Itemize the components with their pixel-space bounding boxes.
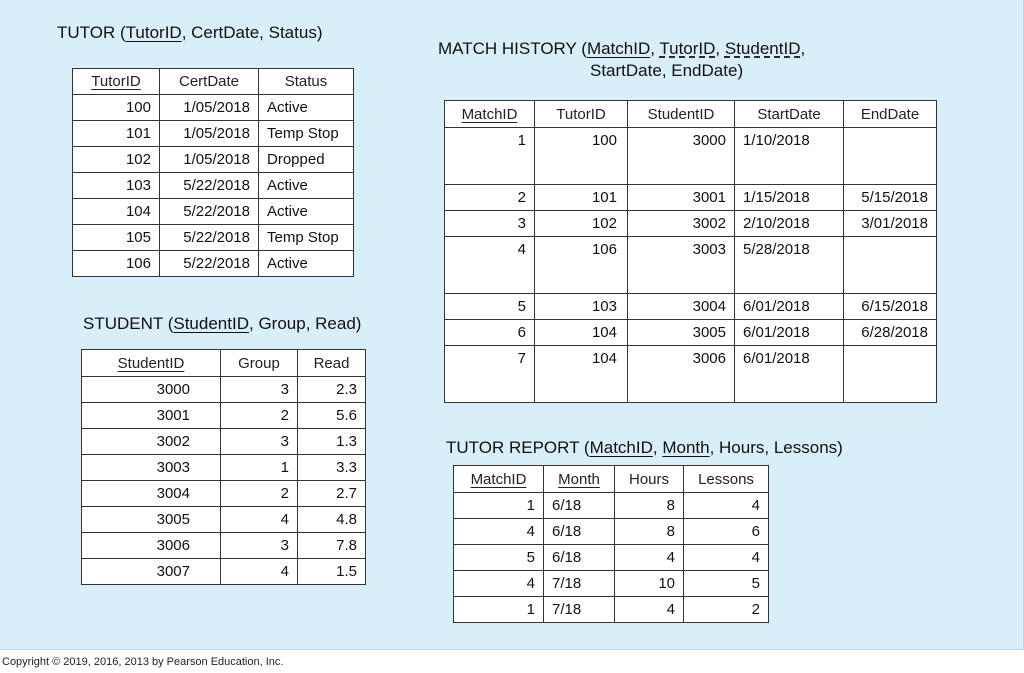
table-cell: 3002 [628, 211, 735, 237]
table-cell: 105 [73, 225, 160, 251]
match-attr-matchid: MatchID [586, 39, 651, 58]
sep: , [800, 39, 806, 58]
tutor-report-table [453, 465, 769, 623]
table-cell: 4 [454, 571, 544, 597]
table-cell: 7 [445, 346, 535, 403]
column-header: Status [259, 69, 354, 95]
table-cell: 3002 [82, 429, 221, 455]
table-cell: 104 [535, 320, 628, 346]
table-cell: 3000 [82, 377, 221, 403]
sep: , [650, 39, 660, 58]
column-header-label: StudentID [117, 354, 185, 372]
table-row [82, 507, 366, 533]
column-header: CertDate [160, 69, 259, 95]
table-header-row [82, 350, 366, 377]
table-row [73, 251, 354, 277]
table-cell: 2 [445, 185, 535, 211]
table-cell: 2 [684, 597, 769, 623]
student-attr-group: Group [258, 314, 306, 333]
table-cell: Dropped [259, 147, 354, 173]
table-cell: 100 [73, 95, 160, 121]
paren-open: ( [162, 314, 174, 333]
table-cell: 2.3 [298, 377, 366, 403]
table-row [73, 225, 354, 251]
table-cell: 3001 [628, 185, 735, 211]
table-cell: 3000 [628, 128, 735, 185]
copyright-notice: Copyright © 2019, 2016, 2013 by Pearson Education, Inc. [2, 656, 284, 668]
table-row [445, 294, 937, 320]
column-header-label: Month [558, 470, 600, 488]
sep: , [764, 438, 774, 457]
table-cell: 3.3 [298, 455, 366, 481]
table-cell: 8 [615, 493, 684, 519]
table-cell: 1/05/2018 [160, 95, 259, 121]
table-cell: Active [259, 251, 354, 277]
table-cell: 6/18 [544, 545, 615, 571]
match-attr-studentid: StudentID [724, 39, 801, 58]
tutor-table [72, 68, 354, 277]
tutor-attr-status: Status [268, 23, 317, 42]
table-cell: 2 [221, 403, 298, 429]
table-cell: 3005 [628, 320, 735, 346]
table-cell: 6/01/2018 [735, 346, 844, 403]
match-history-heading [438, 38, 805, 82]
tutor-attr-tutorid: TutorID [125, 23, 182, 42]
table-cell: 3007 [82, 559, 221, 585]
table-cell: 7/18 [544, 571, 615, 597]
match-history-table [444, 100, 937, 403]
column-header: StartDate [735, 101, 844, 128]
table-cell: 1/10/2018 [735, 128, 844, 185]
table-cell: 3003 [82, 455, 221, 481]
table-cell: 100 [535, 128, 628, 185]
student-attr-read: Read [315, 314, 356, 333]
table-cell: 4 [615, 597, 684, 623]
sep: , [661, 61, 672, 80]
table-cell: 1/05/2018 [160, 121, 259, 147]
table-cell: Active [259, 199, 354, 225]
table-cell: 4 [684, 493, 769, 519]
sep: , [715, 39, 725, 58]
column-header-label: MatchID [470, 470, 527, 488]
table-cell: 1 [221, 455, 298, 481]
column-header-label: TutorID [91, 73, 141, 90]
column-header: Group [221, 350, 298, 377]
paren-close: ) [316, 23, 323, 42]
table-row [454, 571, 769, 597]
table-cell: 1 [454, 597, 544, 623]
table-cell: 4 [615, 545, 684, 571]
table-row [73, 173, 354, 199]
sep: , [181, 23, 192, 42]
table-cell: 4.8 [298, 507, 366, 533]
column-header: EndDate [844, 101, 937, 128]
paren-close: ) [837, 438, 843, 457]
table-cell: 3004 [628, 294, 735, 320]
table-cell [844, 237, 937, 294]
student-attr-studentid: StudentID [173, 314, 249, 333]
table-cell: 4 [221, 559, 298, 585]
table-row [454, 597, 769, 623]
table-row [454, 545, 769, 571]
paren-open: ( [579, 438, 590, 457]
sep: , [709, 438, 720, 457]
table-cell: 7.8 [298, 533, 366, 559]
report-attr-lessons: Lessons [773, 438, 838, 457]
column-header [454, 466, 544, 493]
table-cell: 5/22/2018 [160, 173, 259, 199]
table-cell: 5 [445, 294, 535, 320]
table-header-row [73, 69, 354, 95]
heading-line-2 [438, 60, 805, 82]
table-row [82, 481, 366, 507]
table-cell: 4 [684, 545, 769, 571]
table-cell: 5 [684, 571, 769, 597]
report-attr-hours: Hours [719, 438, 765, 457]
tutor-name: TUTOR [57, 23, 116, 42]
match-attr-enddate: EndDate [671, 61, 738, 80]
table-cell: 2 [221, 481, 298, 507]
table-row [445, 128, 937, 185]
column-header: Hours [615, 466, 684, 493]
tutor-heading [57, 22, 323, 44]
table-row [73, 199, 354, 225]
table-row [82, 559, 366, 585]
column-header [544, 466, 615, 493]
table-cell: 2/10/2018 [735, 211, 844, 237]
table-cell: 5/28/2018 [735, 237, 844, 294]
table-cell: 3005 [82, 507, 221, 533]
sep: , [652, 438, 663, 457]
table-cell: 104 [535, 346, 628, 403]
table-cell: Temp Stop [259, 121, 354, 147]
sep: , [259, 23, 269, 42]
table-header-row [445, 101, 937, 128]
table-cell: 6/18 [544, 493, 615, 519]
table-cell: 101 [535, 185, 628, 211]
sep: , [248, 314, 259, 333]
table-cell: 6 [684, 519, 769, 545]
table-row [445, 211, 937, 237]
column-header [445, 101, 535, 128]
table-cell: 106 [73, 251, 160, 277]
table-cell: 3004 [82, 481, 221, 507]
column-header [82, 350, 221, 377]
table-cell: 6/18 [544, 519, 615, 545]
table-cell: 1/05/2018 [160, 147, 259, 173]
column-header: Lessons [684, 466, 769, 493]
match-attr-tutorid: TutorID [659, 39, 716, 58]
table-cell: 5/22/2018 [160, 225, 259, 251]
table-cell: Active [259, 173, 354, 199]
column-header: TutorID [535, 101, 628, 128]
table-cell: 3001 [82, 403, 221, 429]
column-header-label: MatchID [461, 105, 518, 123]
report-attr-month: Month [662, 438, 710, 457]
table-cell: 5/22/2018 [160, 199, 259, 225]
table-row [82, 533, 366, 559]
table-cell: 3003 [628, 237, 735, 294]
table-cell: 106 [535, 237, 628, 294]
table-cell: 8 [615, 519, 684, 545]
table-cell: 6/01/2018 [735, 294, 844, 320]
table-cell: 3006 [82, 533, 221, 559]
table-header-row [454, 466, 769, 493]
column-header: Read [298, 350, 366, 377]
table-cell: 3 [221, 533, 298, 559]
match-attr-startdate: StartDate [590, 61, 662, 80]
tutor-attr-certdate: CertDate [191, 23, 260, 42]
table-cell: 1/15/2018 [735, 185, 844, 211]
table-row [454, 519, 769, 545]
student-table [81, 349, 366, 585]
table-cell: 3 [221, 377, 298, 403]
table-cell: Active [259, 95, 354, 121]
table-cell: 6/28/2018 [844, 320, 937, 346]
table-cell: Temp Stop [259, 225, 354, 251]
student-name: STUDENT [83, 314, 163, 333]
tutor-report-name: TUTOR REPORT [446, 438, 580, 457]
paren-open: ( [115, 23, 126, 42]
student-heading [83, 313, 361, 335]
table-cell: 5 [454, 545, 544, 571]
table-cell: 6/01/2018 [735, 320, 844, 346]
table-cell: 3 [445, 211, 535, 237]
table-row [82, 455, 366, 481]
table-row [73, 147, 354, 173]
table-cell: 1.3 [298, 429, 366, 455]
paren-open: ( [576, 39, 587, 58]
table-cell: 1.5 [298, 559, 366, 585]
column-header: StudentID [628, 101, 735, 128]
table-cell: 102 [535, 211, 628, 237]
table-cell: 3006 [628, 346, 735, 403]
table-cell: 102 [73, 147, 160, 173]
sep: , [305, 314, 316, 333]
table-cell: 3/01/2018 [844, 211, 937, 237]
match-history-name: MATCH HISTORY [438, 39, 577, 58]
table-cell: 7/18 [544, 597, 615, 623]
table-cell: 2.7 [298, 481, 366, 507]
table-cell [844, 346, 937, 403]
table-cell: 1 [445, 128, 535, 185]
report-attr-matchid: MatchID [589, 438, 653, 457]
column-header [73, 69, 160, 95]
table-cell: 1 [454, 493, 544, 519]
table-row [82, 377, 366, 403]
table-cell: 4 [221, 507, 298, 533]
table-cell: 5/22/2018 [160, 251, 259, 277]
tutor-report-heading [446, 437, 843, 459]
table-row [445, 320, 937, 346]
table-row [445, 346, 937, 403]
paren-close: ) [737, 61, 744, 80]
table-cell: 4 [445, 237, 535, 294]
table-row [73, 121, 354, 147]
table-cell: 5.6 [298, 403, 366, 429]
table-row [445, 237, 937, 294]
table-cell: 10 [615, 571, 684, 597]
table-cell: 6/15/2018 [844, 294, 937, 320]
table-cell: 101 [73, 121, 160, 147]
table-row [454, 493, 769, 519]
table-cell: 6 [445, 320, 535, 346]
table-cell [844, 128, 937, 185]
table-row [82, 429, 366, 455]
table-row [73, 95, 354, 121]
table-cell: 104 [73, 199, 160, 225]
table-cell: 103 [535, 294, 628, 320]
table-row [82, 403, 366, 429]
table-cell: 103 [73, 173, 160, 199]
table-cell: 3 [221, 429, 298, 455]
paren-close: ) [355, 314, 362, 333]
table-cell: 4 [454, 519, 544, 545]
table-row [445, 185, 937, 211]
table-cell: 5/15/2018 [844, 185, 937, 211]
